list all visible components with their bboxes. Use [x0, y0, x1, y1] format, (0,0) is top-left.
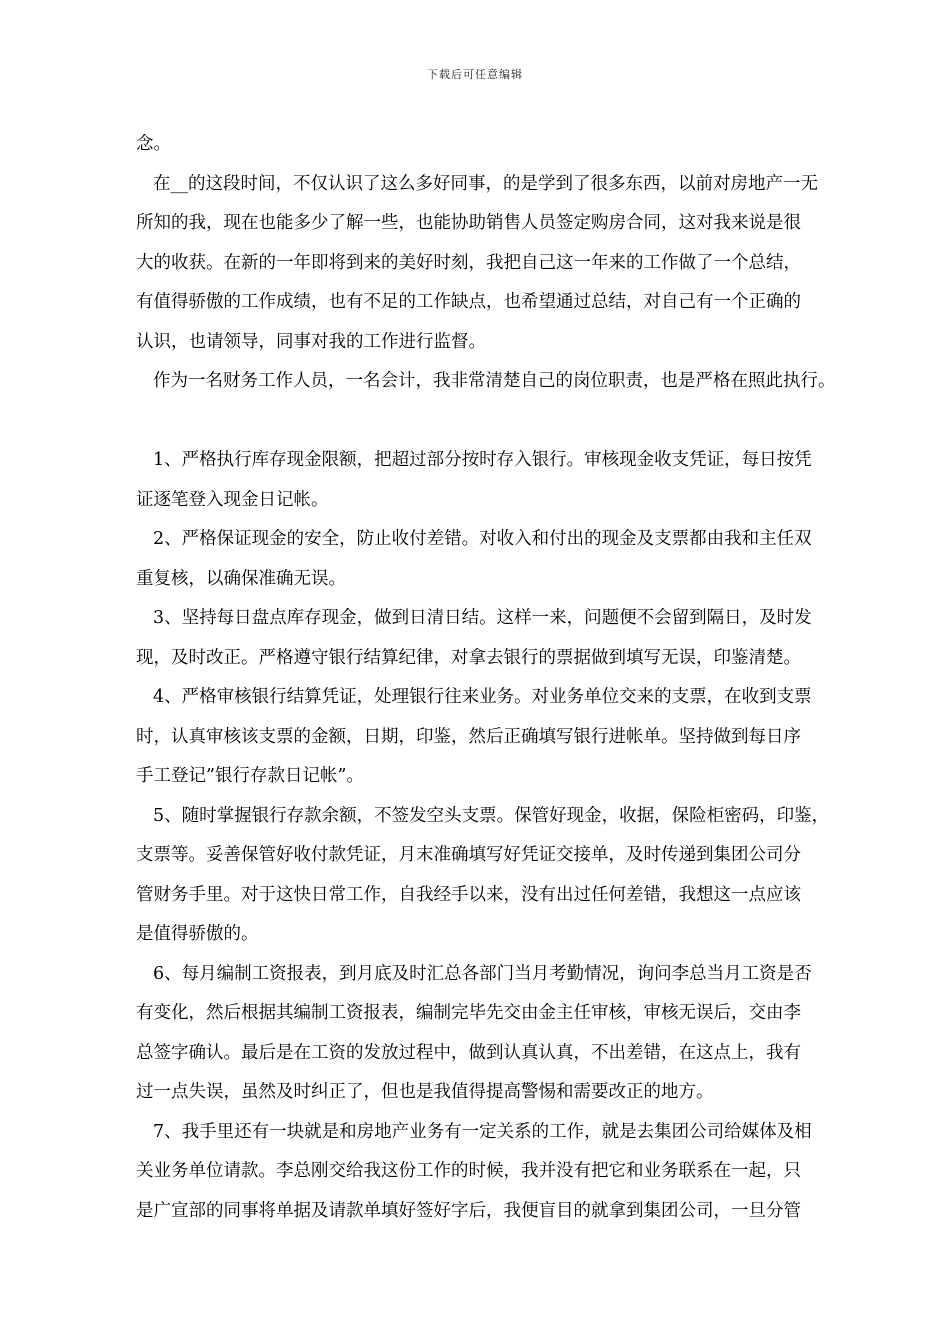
- text-line: 作为一名财务工作人员，一名会计，我非常清楚自己的岗位职责，也是严格在照此执行。: [153, 371, 836, 391]
- paragraph: [136, 955, 896, 1113]
- page-header: 下载后可任意编辑: [427, 68, 523, 81]
- text-line: 总签字确认。最后是在工资的发放过程中，做到认真认真，不出差错，在这点上，我有: [136, 1042, 801, 1063]
- text-line: 5、随时掌握银行存款余额，不签发空头支票。保管好现金，收据，保险柜密码，印鉴，: [153, 805, 830, 826]
- text-line: 支票等。妥善保管好收付款凭证，月末准确填写好凭证交接单，及时传递到集团公司分: [136, 845, 801, 865]
- text-line: 7、我手里还有一块就是和房地产业务有一定关系的工作，就是去集团公司给媒体及相: [153, 1121, 812, 1142]
- text-line: 4、严格审核银行结算凭证，处理银行往来业务。对业务单位交来的支票，在收到支票: [153, 687, 812, 707]
- text-line: 6、每月编制工资报表，到月底及时汇总各部门当月考勤情况，询问李总当月工资是否: [153, 963, 812, 984]
- paragraph: [136, 599, 896, 678]
- paragraph: [136, 1113, 896, 1232]
- text-line: 手工登记”银行存款日记帐”。: [136, 766, 364, 786]
- text-line: 有变化，然后根据其编制工资报表，编制完毕先交由金主任审核，审核无误后，交由李: [136, 1003, 801, 1023]
- text-line: 过一点失误，虽然及时纠正了，但也是我值得提高警惕和需要改正的地方。: [136, 1082, 714, 1102]
- text-line: 念。: [136, 134, 171, 154]
- paragraph: [136, 441, 896, 520]
- text-line: 2、严格保证现金的安全，防止收付差错。对收入和付出的现金及支票都由我和主任双: [153, 529, 812, 549]
- text-line: 1、严格执行库存现金限额，把超过部分按时存入银行。审核现金收支凭证，每日按凭: [153, 450, 812, 470]
- text-line: 是广宣部的同事将单据及请款单填好签好字后，我便盲目的就拿到集团公司，一旦分管: [136, 1200, 801, 1221]
- text-line: 时，认真审核该支票的金额，日期，印鉴，然后正确填写银行进帐单。坚持做到每日序: [136, 726, 801, 747]
- paragraph: [136, 362, 896, 402]
- text-line: 所知的我，现在也能多少了解一些，也能协助销售人员签定购房合同，这对我来说是很: [136, 213, 801, 233]
- text-line: 在__的这段时间，不仅认识了这么多好同事，的是学到了很多东西，以前对房地产一无: [153, 173, 818, 194]
- text-line: 管财务手里。对于这快日常工作，自我经手以来，没有出过任何差错，我想这一点应该: [136, 884, 801, 905]
- paragraph: [136, 165, 896, 363]
- paragraph: [136, 678, 896, 797]
- text-line: 3、坚持每日盘点库存现金，做到日清日结。这样一来，问题便不会留到隔日，及时发: [153, 608, 812, 628]
- text-line: 重复核，以确保准确无误。: [136, 568, 346, 589]
- text-line: 关业务单位请款。李总刚交给我这份工作的时候，我并没有把它和业务联系在一起，只: [136, 1161, 801, 1181]
- text-line: 现，及时改正。严格遵守银行结算纪律，对拿去银行的票据做到填写无误，印鉴清楚。: [136, 647, 801, 668]
- paragraph-gap: [136, 402, 896, 442]
- document-body: [136, 125, 896, 1231]
- text-line: 有值得骄傲的工作成绩，也有不足的工作缺点，也希望通过总结，对自己有一个正确的: [136, 292, 801, 312]
- text-line: 认识，也请领导，同事对我的工作进行监督。: [136, 331, 486, 352]
- text-line: 是值得骄傲的。: [136, 924, 259, 944]
- paragraph: [136, 797, 896, 955]
- text-line: 大的收获。在新的一年即将到来的美好时刻，我把自己这一年来的工作做了一个总结，: [136, 252, 801, 273]
- paragraph: [136, 125, 896, 165]
- paragraph: [136, 520, 896, 599]
- text-line: 证逐笔登入现金日记帐。: [136, 489, 329, 510]
